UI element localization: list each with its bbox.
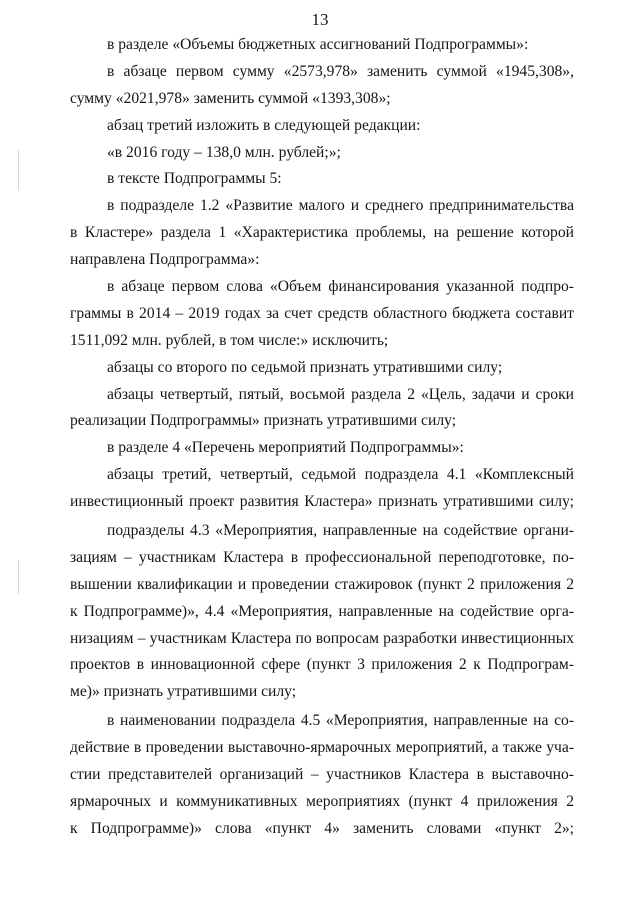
text-line: граммы в 2014 – 2019 годах за счет средств областного бюджета составит [70,304,574,322]
text-line: в Кластере» раздела 1 «Характеристика проблемы, на решение которой [70,224,574,242]
text-line: абзацы четвертый, пятый, восьмой раздела 2 «Цель, задачи и сроки [107,385,574,403]
text-line: 1511,092 млн. рублей, в том числе:» исключить; [70,331,389,349]
text-line: «в 2016 году – 138,0 млн. рублей;»; [107,143,341,161]
document-body [70,32,574,843]
text-line: в наименовании подраздела 4.5 «Мероприятия, направленные на со- [107,712,574,730]
text-line: в разделе «Объемы бюджетных ассигнований Подпрограммы»: [107,36,529,53]
text-line: в абзаце первом слова «Объем финансирования указанной подпро- [107,278,574,296]
text-line: абзацы со второго по седьмой признать утратившими силу; [107,358,503,376]
text-line: вышении квалификации и проведении стажировок (пункт 2 приложения 2 [70,575,574,593]
text-line: направлена Подпрограмма»: [70,251,260,269]
text-line: инвестиционный проект развития Кластера» признать утратившими силу; [70,493,574,511]
left-margin-mark [18,150,19,190]
text-line: подразделы 4.3 «Мероприятия, направленные на содействие органи- [107,522,574,540]
text-line: низациям – участникам Кластера по вопросам разработки инвестиционных [70,629,574,647]
text-line: в абзаце первом сумму «2573,978» заменить суммой «1945,308», [107,62,574,80]
text-line: абзац третий изложить в следующей редакции: [107,116,421,134]
text-line: зациям – участникам Кластера в профессиональной переподготовке, по- [70,548,574,566]
text-line: проектов в инновационной сфере (пункт 3 приложения 2 к Подпрограм- [70,656,574,674]
text-line: сумму «2021,978» заменить суммой «1393,308»; [70,89,391,107]
text-line: в тексте Подпрограммы 5: [107,170,282,188]
text-line: к Подпрограмме)», 4.4 «Мероприятия, направленные на содействие орга- [70,602,574,620]
left-margin-mark [18,560,19,594]
text-line: к Подпрограмме)» слова «пункт 4» заменить словами «пункт 2»; [70,819,574,837]
text-line: в подразделе 1.2 «Развитие малого и среднего предпринимательства [107,197,574,215]
text-line: реализации Подпрограммы» признать утратившими силу; [70,412,457,430]
page-number: 13 [311,10,329,29]
text-line: абзацы третий, четвертый, седьмой подраздела 4.1 «Комплексный [107,466,574,484]
text-line: ярмарочных и коммуникативных мероприятиях (пункт 4 приложения 2 [70,792,574,810]
text-line: действие в проведении выставочно-ярмарочных мероприятий, а также уча- [70,739,574,757]
text-line: стии представителей организаций – участников Кластера в выставочно- [70,766,574,784]
text-line: ме)» признать утратившими силу; [70,683,297,701]
text-line: в разделе 4 «Перечень мероприятий Подпрограммы»: [107,439,464,457]
